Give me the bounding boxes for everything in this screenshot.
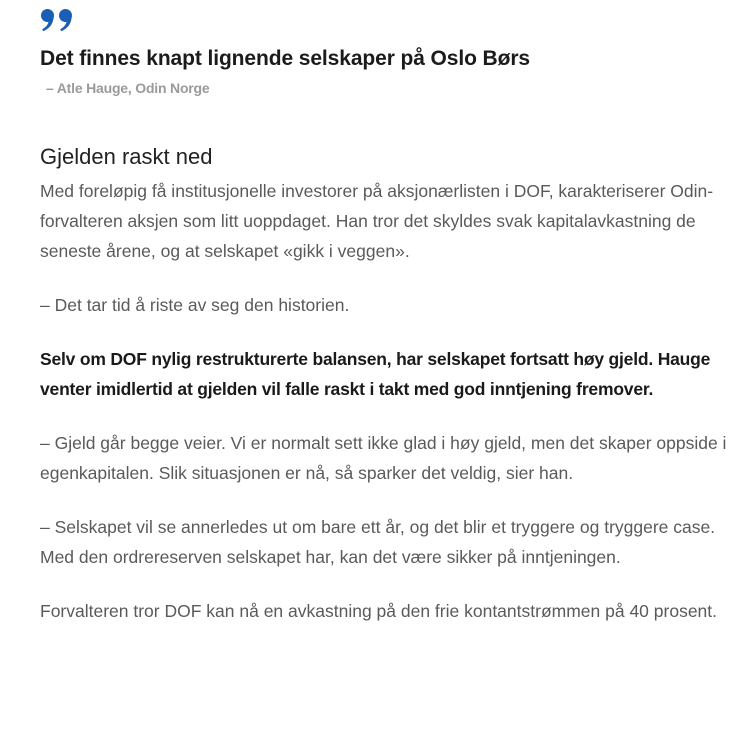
pull-quote-attribution: – Atle Hauge, Odin Norge	[46, 80, 210, 96]
paragraph-quote-debt: – Gjeld går begge veier. Vi er normalt sett ikke glad i høy gjeld, men det skaper oppside i egenkapitalen. Slik situasjonen er nå, så sparker det veldig, sier han.	[40, 433, 727, 483]
article-body	[40, 140, 730, 650]
paragraph-cashflow: Forvalteren tror DOF kan nå en avkastning på den frie kontantstrømmen på 40 prosent.	[40, 601, 718, 621]
section-subheading: Gjelden raskt ned	[40, 144, 213, 169]
paragraph-intro: Med foreløpig få institusjonelle investorer på aksjonærlisten i DOF, karakteriserer Odin-forvalteren aksjen som litt uoppdaget. Han tror det skyldes svak kapitalavkastning de seneste årene, og at selskapet «gikk i veggen».	[40, 181, 714, 261]
paragraph-quote-history: – Det tar tid å riste av seg den historien.	[40, 295, 350, 315]
paragraph-quote-company: – Selskapet vil se annerledes ut om bare ett år, og det blir et tryggere og tryggere case. Med den ordrereserven selskapet har, kan det være sikker på inntjeningen.	[40, 517, 716, 567]
paragraph-lead-debt: Selv om DOF nylig restrukturerte balansen, har selskapet fortsatt høy gjeld. Hauge venter imidlertid at gjelden vil falle raskt i takt med god inntjening fremover.	[40, 349, 711, 399]
pull-quote-text: Det finnes knapt lignende selskaper på Oslo Børs	[40, 47, 531, 70]
pull-quote	[40, 8, 730, 98]
quote-icon	[40, 8, 74, 32]
